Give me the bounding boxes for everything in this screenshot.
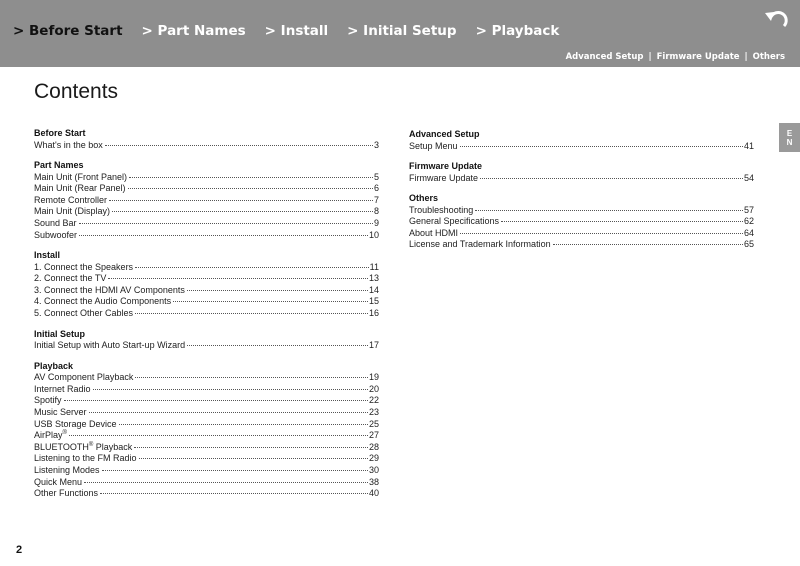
dot-leader bbox=[187, 345, 368, 346]
toc-page-number: 64 bbox=[743, 227, 754, 238]
toc-section-heading: Firmware Update bbox=[409, 161, 483, 172]
page-title: Contents bbox=[34, 80, 119, 103]
toc-entry[interactable] bbox=[34, 183, 379, 195]
registered-mark: ® bbox=[62, 430, 67, 437]
toc-entry-text: 2. Connect the TV bbox=[34, 273, 107, 284]
dot-leader bbox=[480, 178, 743, 179]
section-nav bbox=[13, 23, 578, 39]
dot-leader bbox=[112, 211, 373, 212]
dot-leader bbox=[79, 223, 373, 224]
toc-entry-text: Quick Menu bbox=[34, 476, 83, 487]
dot-leader bbox=[89, 412, 368, 413]
toc-page-number: 8 bbox=[373, 206, 379, 217]
toc-entry[interactable] bbox=[409, 173, 754, 185]
toc-entry[interactable] bbox=[34, 172, 379, 184]
dot-leader bbox=[108, 278, 368, 279]
toc-entry[interactable] bbox=[409, 141, 754, 153]
language-tab-letter: N bbox=[786, 137, 793, 147]
registered-mark: ® bbox=[88, 441, 94, 448]
dot-leader bbox=[102, 470, 368, 471]
dot-leader bbox=[501, 221, 743, 222]
toc-entry-text: 4. Connect the Audio Components bbox=[34, 296, 172, 307]
toc-entry[interactable] bbox=[34, 230, 379, 242]
toc-entry-label bbox=[34, 308, 133, 320]
toc-section-heading: Part Names bbox=[34, 160, 84, 171]
toc-entry-label bbox=[34, 195, 107, 207]
toc-column-left bbox=[34, 128, 379, 509]
toc-page-number: 14 bbox=[368, 284, 379, 295]
toc-entry-label bbox=[409, 239, 551, 251]
toc-page-number: 65 bbox=[743, 239, 754, 250]
toc-section bbox=[34, 160, 379, 241]
toc-entry-label bbox=[34, 488, 98, 500]
toc-entry[interactable] bbox=[409, 205, 754, 217]
toc-section-heading: Advanced Setup bbox=[409, 129, 480, 139]
toc-page-number: 9 bbox=[373, 217, 379, 228]
toc-entry-text: 5. Connect Other Cables bbox=[34, 308, 134, 319]
dot-leader bbox=[84, 482, 368, 483]
toc-page-number: 15 bbox=[368, 296, 379, 307]
toc-entry-label bbox=[409, 141, 458, 153]
toc-entry[interactable] bbox=[34, 340, 379, 352]
toc-page-number: 54 bbox=[743, 172, 754, 183]
dot-leader bbox=[135, 313, 368, 314]
toc-page-number: 3 bbox=[373, 139, 379, 150]
toc-entry-text: Internet Radio bbox=[34, 383, 91, 394]
toc-entry-label bbox=[34, 206, 110, 218]
toc-entry-label bbox=[34, 430, 67, 442]
toc-entry-text: 1. Connect the Speakers bbox=[34, 261, 134, 272]
toc-entry-label bbox=[409, 216, 499, 228]
toc-entry-label bbox=[34, 140, 103, 152]
toc-entry-label bbox=[34, 384, 91, 396]
toc-entry[interactable] bbox=[409, 228, 754, 240]
language-tab[interactable] bbox=[779, 123, 800, 152]
toc-section bbox=[34, 128, 379, 151]
toc-entry-text: 3. Connect the HDMI AV Components bbox=[34, 284, 185, 295]
sub-nav-link[interactable]: Advanced Setup bbox=[565, 52, 644, 62]
toc-entry-text: Listening Modes bbox=[34, 464, 100, 475]
language-tab-letter: E bbox=[786, 128, 793, 138]
toc-entry-text: Sound Bar bbox=[34, 217, 77, 228]
toc-section-heading: Playback bbox=[34, 360, 74, 371]
toc-entry-text: License and Trademark Information bbox=[409, 239, 551, 250]
sub-nav-link[interactable]: Firmware Update bbox=[656, 52, 740, 62]
toc-entry[interactable] bbox=[34, 308, 379, 320]
toc-entry[interactable] bbox=[34, 407, 379, 419]
toc-page-number: 7 bbox=[373, 194, 379, 205]
dot-leader bbox=[553, 244, 743, 245]
dot-leader bbox=[475, 210, 743, 211]
dot-leader bbox=[173, 301, 368, 302]
toc-page-number: 23 bbox=[368, 407, 379, 417]
dot-leader bbox=[135, 267, 369, 268]
toc-entry-text: What's in the box bbox=[34, 139, 103, 150]
toc-entry-label bbox=[409, 205, 473, 217]
toc-entry-label bbox=[34, 285, 185, 297]
toc-entry-text: USB Storage Device bbox=[34, 418, 117, 429]
toc-page-number: 16 bbox=[368, 308, 379, 319]
toc-page-number: 25 bbox=[368, 418, 379, 429]
toc-section-heading: Others bbox=[409, 193, 439, 204]
dot-leader bbox=[79, 235, 368, 236]
toc-page-number: 22 bbox=[368, 395, 379, 406]
toc-entry-label bbox=[34, 218, 77, 230]
toc-entry[interactable] bbox=[34, 285, 379, 297]
toc-entry[interactable] bbox=[34, 488, 379, 500]
toc-entry-text: AV Component Playback bbox=[34, 372, 134, 383]
toc-entry-label bbox=[34, 477, 82, 489]
dot-leader bbox=[128, 188, 373, 189]
toc-entry[interactable] bbox=[409, 216, 754, 228]
nav-tab[interactable]: > Initial Setup bbox=[347, 23, 457, 39]
toc-entry[interactable] bbox=[34, 477, 379, 489]
toc-page-number: 6 bbox=[373, 183, 379, 194]
toc-page-number: 38 bbox=[368, 476, 379, 487]
toc-entry-label bbox=[34, 407, 87, 419]
toc-entry[interactable] bbox=[34, 206, 379, 218]
toc-entry[interactable] bbox=[34, 296, 379, 308]
toc-entry-label bbox=[34, 465, 100, 477]
toc-entry-text: AirPlay bbox=[34, 430, 63, 441]
toc-entry-label bbox=[34, 395, 62, 407]
toc-entry[interactable] bbox=[34, 395, 379, 407]
toc-entry-text: Initial Setup with Auto Start-up Wizard bbox=[34, 340, 186, 351]
toc-entry-label bbox=[34, 419, 117, 431]
toc-entry-text: Main Unit (Front Panel) bbox=[34, 171, 128, 182]
dot-leader bbox=[460, 233, 743, 234]
dot-leader bbox=[129, 177, 373, 178]
toc-entry-label bbox=[409, 228, 458, 240]
dot-leader bbox=[139, 458, 368, 459]
toc-entry-label bbox=[34, 372, 133, 384]
toc-entry-text: BLUETOOTH bbox=[34, 441, 89, 452]
toc-entry-label bbox=[34, 230, 77, 242]
toc-entry-text: Remote Controller bbox=[34, 194, 108, 205]
toc-section-heading: Initial Setup bbox=[34, 328, 86, 339]
toc-entry[interactable] bbox=[34, 273, 379, 285]
toc-entry[interactable] bbox=[34, 453, 379, 465]
toc-entry-label bbox=[409, 173, 478, 185]
nav-tab[interactable]: > Part Names bbox=[141, 23, 246, 39]
toc-page-number: 20 bbox=[368, 383, 379, 394]
nav-tab[interactable]: > Playback bbox=[475, 23, 560, 39]
toc-section bbox=[34, 250, 379, 319]
toc-entry-text: Firmware Update bbox=[409, 172, 479, 183]
page-number: 2 bbox=[16, 544, 23, 556]
toc-entry-label bbox=[34, 296, 171, 308]
toc-entry[interactable] bbox=[34, 195, 379, 207]
toc-entry-text: Setup Menu bbox=[409, 140, 458, 151]
toc-section-heading: Before Start bbox=[34, 128, 86, 138]
toc-section bbox=[34, 361, 379, 500]
toc-entry[interactable] bbox=[409, 239, 754, 251]
toc-page-number: 29 bbox=[368, 453, 379, 464]
toc-page-number: 40 bbox=[368, 488, 379, 499]
dot-leader bbox=[119, 424, 368, 425]
toc-section bbox=[409, 129, 754, 152]
toc-page-number: 11 bbox=[369, 261, 379, 272]
toc-column-right bbox=[409, 129, 754, 260]
toc-entry-text: Main Unit (Rear Panel) bbox=[34, 183, 126, 194]
toc-page-number: 30 bbox=[368, 464, 379, 475]
toc-section bbox=[409, 161, 754, 184]
toc-entry[interactable] bbox=[34, 442, 379, 454]
dot-leader bbox=[93, 389, 368, 390]
toc-page-number: 41 bbox=[743, 140, 754, 151]
toc-page-number: 57 bbox=[743, 204, 754, 215]
toc-entry[interactable] bbox=[34, 262, 379, 274]
toc-entry-label bbox=[34, 183, 126, 195]
sub-nav-separator: | bbox=[648, 52, 652, 62]
toc-entry-label bbox=[34, 273, 106, 285]
dot-leader bbox=[135, 377, 368, 378]
toc-page-number: 28 bbox=[368, 441, 379, 452]
toc-entry-text: About HDMI bbox=[409, 227, 459, 238]
toc-entry-text: Troubleshooting bbox=[409, 204, 474, 215]
toc-entry-text: Other Functions bbox=[34, 488, 99, 499]
toc-entry[interactable] bbox=[34, 384, 379, 396]
toc-entry-text: Listening to the FM Radio bbox=[34, 453, 137, 464]
dot-leader bbox=[187, 290, 368, 291]
toc-page-number: 17 bbox=[368, 340, 379, 351]
toc-entry-label bbox=[34, 442, 132, 454]
dot-leader bbox=[64, 400, 368, 401]
toc-entry[interactable] bbox=[34, 140, 379, 152]
toc-entry-label bbox=[34, 262, 133, 274]
toc-page-number: 10 bbox=[368, 229, 379, 240]
toc-entry-label bbox=[34, 453, 137, 465]
toc-page-number: 5 bbox=[373, 171, 379, 182]
toc-page-number: 27 bbox=[368, 430, 379, 441]
toc-page-number: 62 bbox=[743, 216, 754, 227]
sub-nav-separator: | bbox=[744, 52, 748, 62]
toc-entry-text-suffix: Playback bbox=[93, 441, 133, 452]
toc-page-number: 13 bbox=[368, 273, 379, 284]
toc-entry[interactable] bbox=[34, 419, 379, 431]
toc-entry-text: Main Unit (Display) bbox=[34, 206, 111, 217]
dot-leader bbox=[134, 447, 368, 448]
sub-nav-link[interactable]: Others bbox=[752, 52, 785, 62]
toc-entry-text: Music Server bbox=[34, 407, 87, 417]
dot-leader bbox=[69, 435, 368, 436]
header-bar bbox=[0, 0, 800, 67]
toc-entry[interactable] bbox=[34, 430, 379, 442]
toc-entry-label bbox=[34, 340, 185, 352]
toc-section bbox=[409, 193, 754, 251]
return-arrow-icon[interactable] bbox=[762, 8, 790, 32]
dot-leader bbox=[100, 493, 368, 494]
toc-section bbox=[34, 329, 379, 352]
toc-entry-text: Subwoofer bbox=[34, 229, 78, 240]
sub-nav bbox=[566, 52, 785, 62]
toc-entry-text: Spotify bbox=[34, 395, 62, 406]
toc-page-number: 19 bbox=[368, 372, 379, 383]
toc-section-heading: Install bbox=[34, 250, 61, 261]
toc-entry[interactable] bbox=[34, 218, 379, 230]
dot-leader bbox=[105, 145, 373, 146]
toc-entry[interactable] bbox=[34, 372, 379, 384]
toc-entry[interactable] bbox=[34, 465, 379, 477]
dot-leader bbox=[460, 146, 743, 147]
dot-leader bbox=[109, 200, 373, 201]
nav-tab[interactable]: > Before Start bbox=[13, 23, 123, 39]
toc-entry-text: General Specifications bbox=[409, 216, 500, 227]
nav-tab[interactable]: > Install bbox=[264, 23, 329, 39]
toc-entry-label bbox=[34, 172, 127, 184]
